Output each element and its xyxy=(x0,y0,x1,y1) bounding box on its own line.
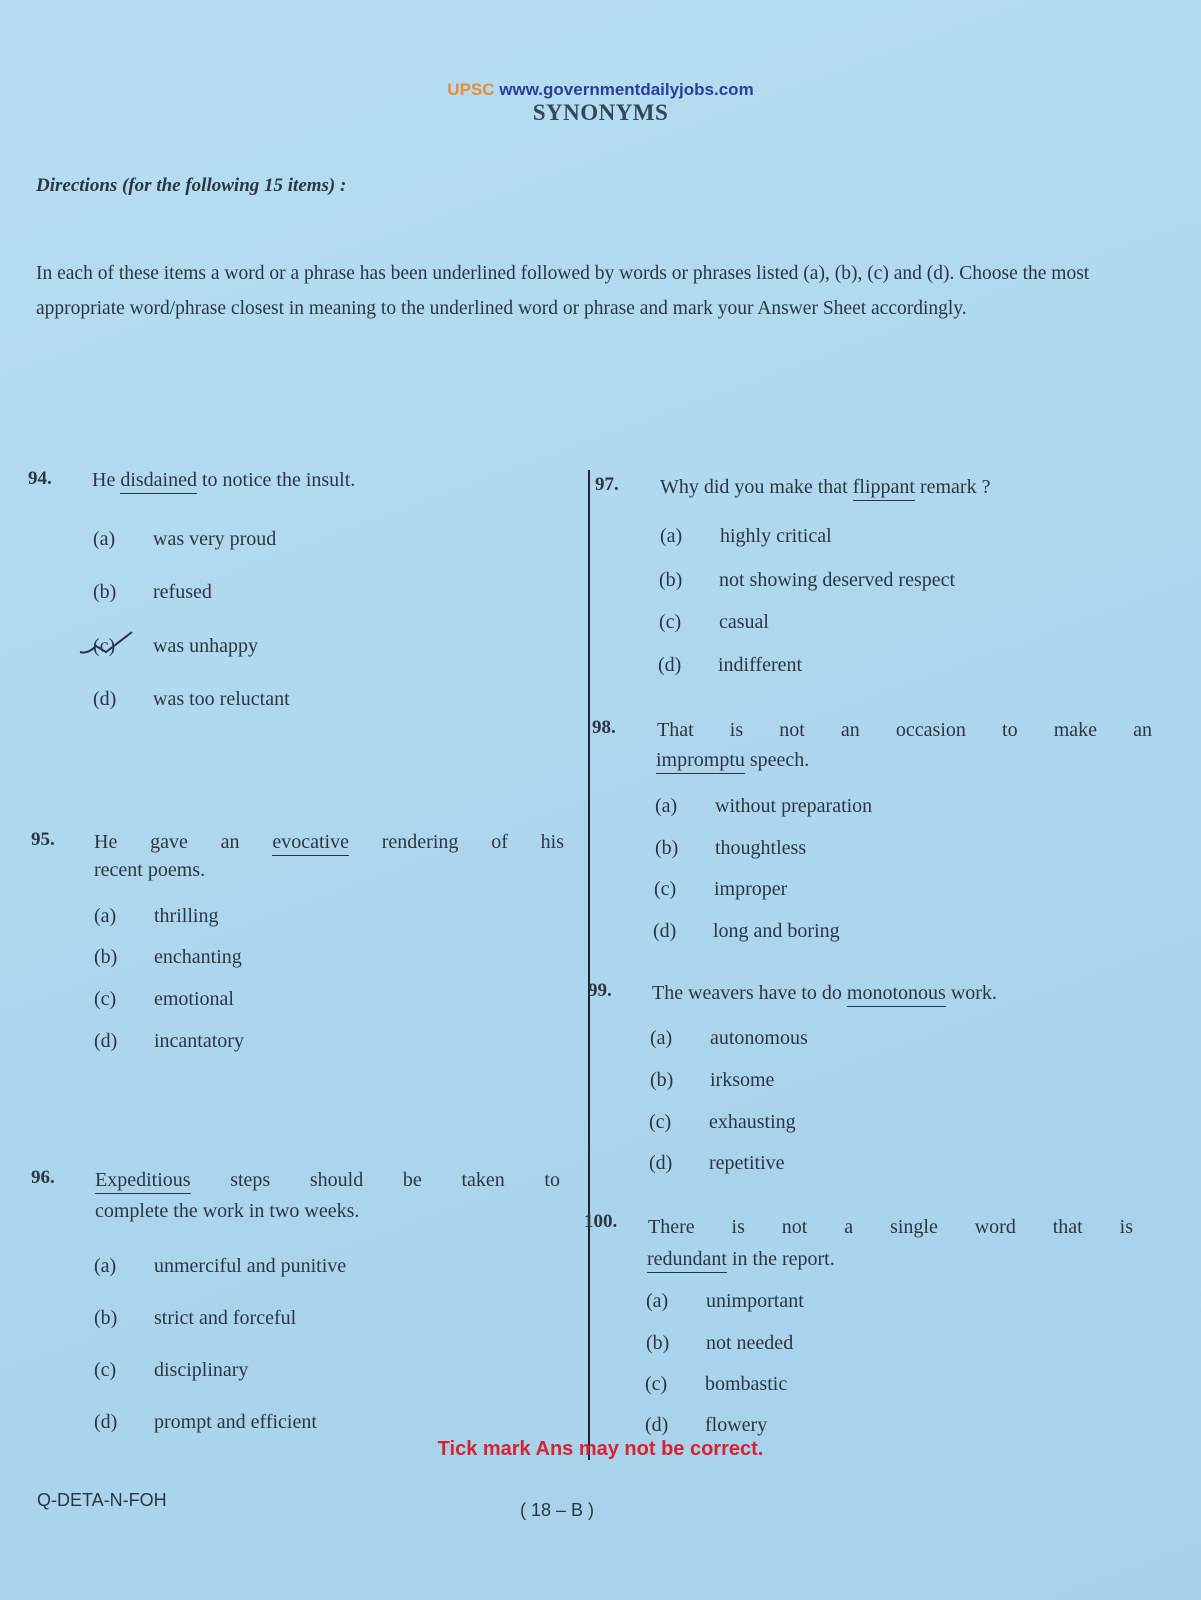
page-number: ( 18 – B ) xyxy=(520,1500,595,1520)
tick-mark-icon xyxy=(78,628,134,658)
option-text: disciplinary xyxy=(154,1359,249,1381)
question-text xyxy=(92,465,355,495)
underlined-word: disdained xyxy=(120,469,197,494)
option-label: (a) xyxy=(660,525,683,547)
text: He xyxy=(92,469,121,491)
option-text: prompt and efficient xyxy=(154,1411,317,1433)
option-label: (c) xyxy=(649,1111,672,1133)
option-text: improper xyxy=(714,878,788,900)
option-text: flowery xyxy=(705,1414,768,1436)
text: to notice the insult. xyxy=(196,469,356,491)
option-text: thrilling xyxy=(154,905,219,927)
option-b xyxy=(646,1332,793,1355)
option-d xyxy=(658,654,802,677)
question-line-1 xyxy=(95,1165,560,1195)
paper-code: Q-DETA-N-FOH xyxy=(37,1490,167,1510)
option-b xyxy=(650,1069,774,1092)
option-text: not needed xyxy=(706,1332,794,1354)
question-number: 97. xyxy=(595,474,619,495)
question-line-2: recent poems. xyxy=(94,859,206,881)
directions-heading: Directions (for the following 15 items) : xyxy=(36,175,347,196)
question-text xyxy=(660,472,990,502)
question-line-2 xyxy=(647,1244,835,1274)
question-number: 99. xyxy=(588,980,612,1001)
option-text: thoughtless xyxy=(715,837,807,859)
option-text: autonomous xyxy=(710,1027,808,1049)
option-label: (d) xyxy=(93,688,117,710)
option-d xyxy=(94,1411,317,1434)
option-label: (b) xyxy=(650,1069,674,1091)
option-text: enchanting xyxy=(154,946,242,968)
option-a xyxy=(646,1290,804,1313)
option-c xyxy=(94,988,234,1011)
option-c xyxy=(94,1359,248,1382)
option-label: (b) xyxy=(655,837,679,859)
column-divider xyxy=(588,470,590,1460)
option-text: not showing deserved respect xyxy=(719,569,956,591)
question-line-1: There is not a single word that is xyxy=(648,1216,1133,1238)
site-url[interactable]: www.governmentdailyjobs.com xyxy=(499,80,754,99)
option-text: without preparation xyxy=(715,795,873,817)
question-number: 95. xyxy=(31,829,55,850)
text: steps should be taken to xyxy=(190,1169,560,1191)
text: remark ? xyxy=(914,476,991,498)
option-label: (d) xyxy=(658,654,682,676)
question-line-2: complete the work in two weeks. xyxy=(95,1200,360,1222)
option-c xyxy=(645,1373,787,1396)
section-title: SYNONYMS xyxy=(532,100,669,125)
option-label: (a) xyxy=(93,528,116,550)
question-line-2 xyxy=(656,745,809,775)
option-label: (c) xyxy=(654,878,677,900)
option-label: (b) xyxy=(94,1307,118,1329)
option-label: (a) xyxy=(646,1290,669,1312)
text: rendering of his xyxy=(348,831,564,853)
option-b xyxy=(659,569,955,592)
text: work. xyxy=(945,982,997,1004)
option-d xyxy=(649,1152,785,1175)
option-label: (d) xyxy=(649,1152,673,1174)
option-d xyxy=(645,1414,767,1437)
option-b xyxy=(655,837,806,860)
option-text: long and boring xyxy=(713,920,840,942)
option-label: (d) xyxy=(645,1414,669,1436)
option-d xyxy=(93,688,290,711)
text: The weavers have to do xyxy=(652,982,847,1004)
underlined-word: Expeditious xyxy=(95,1169,191,1194)
option-text: was unhappy xyxy=(153,635,258,657)
underlined-word: monotonous xyxy=(847,982,946,1007)
option-label: (b) xyxy=(646,1332,670,1354)
option-label: (b) xyxy=(93,581,117,603)
text: in the report. xyxy=(726,1248,835,1270)
option-c xyxy=(659,611,769,634)
question-number: 94. xyxy=(28,468,52,489)
question-number: 100. xyxy=(584,1211,618,1232)
option-label: (c) xyxy=(645,1373,668,1395)
underlined-word: impromptu xyxy=(656,749,745,774)
option-label: (a) xyxy=(94,1255,117,1277)
question-text xyxy=(652,978,997,1008)
question-line-1: That is not an occasion to make an xyxy=(657,719,1152,741)
option-label: (a) xyxy=(94,905,117,927)
option-text: repetitive xyxy=(709,1152,785,1174)
question-line-1 xyxy=(94,827,564,857)
option-text: refused xyxy=(153,581,212,603)
underlined-word: flippant xyxy=(853,476,915,501)
underlined-word: redundant xyxy=(647,1248,727,1273)
option-text: unimportant xyxy=(706,1290,804,1312)
option-b xyxy=(94,946,242,969)
question-number: 98. xyxy=(592,717,616,738)
site-watermark xyxy=(0,80,1201,100)
option-a xyxy=(660,525,832,548)
option-text: unmerciful and punitive xyxy=(154,1255,347,1277)
option-c xyxy=(649,1111,796,1134)
option-label: (c) xyxy=(93,635,116,657)
underlined-word: evocative xyxy=(272,831,349,856)
option-a xyxy=(94,1255,346,1278)
option-b xyxy=(94,1307,296,1330)
option-b xyxy=(93,581,212,604)
option-text: was too reluctant xyxy=(153,688,290,710)
option-label: (a) xyxy=(655,795,678,817)
option-a xyxy=(94,905,218,928)
option-text: emotional xyxy=(154,988,234,1010)
option-label: (c) xyxy=(94,988,117,1010)
directions-text: In each of these items a word or a phrase has been underlined followed by words or phrases listed (a), (b), (c) and (d). Choose the most appropriate word/phrase closest in meaning to the underlined word or phrase and mark your Answer Sheet accordingly. xyxy=(36,263,1090,319)
option-text: highly critical xyxy=(720,525,832,547)
option-label: (d) xyxy=(94,1411,118,1433)
option-d xyxy=(94,1030,244,1053)
text: speech. xyxy=(744,749,810,771)
option-d xyxy=(653,920,840,943)
option-label: (d) xyxy=(94,1030,118,1052)
option-text: bombastic xyxy=(705,1373,788,1395)
text: Why did you make that xyxy=(660,476,853,498)
text: He gave an xyxy=(94,831,273,853)
option-text: strict and forceful xyxy=(154,1307,297,1329)
option-label: (a) xyxy=(650,1027,673,1049)
option-label: (b) xyxy=(659,569,683,591)
option-label: (c) xyxy=(659,611,682,633)
option-text: incantatory xyxy=(154,1030,244,1052)
site-prefix: UPSC xyxy=(447,80,495,99)
option-text: indifferent xyxy=(718,654,803,676)
option-a xyxy=(655,795,872,818)
disclaimer-note: Tick mark Ans may not be correct. xyxy=(437,1438,764,1460)
option-a xyxy=(650,1027,808,1050)
question-number: 96. xyxy=(31,1167,55,1188)
option-label: (d) xyxy=(653,920,677,942)
option-text: irksome xyxy=(710,1069,775,1091)
option-text: was very proud xyxy=(153,528,277,550)
option-label: (c) xyxy=(94,1359,117,1381)
option-text: casual xyxy=(719,611,769,633)
option-label: (b) xyxy=(94,946,118,968)
option-text: exhausting xyxy=(709,1111,796,1133)
option-a xyxy=(93,528,276,551)
option-c xyxy=(654,878,787,901)
